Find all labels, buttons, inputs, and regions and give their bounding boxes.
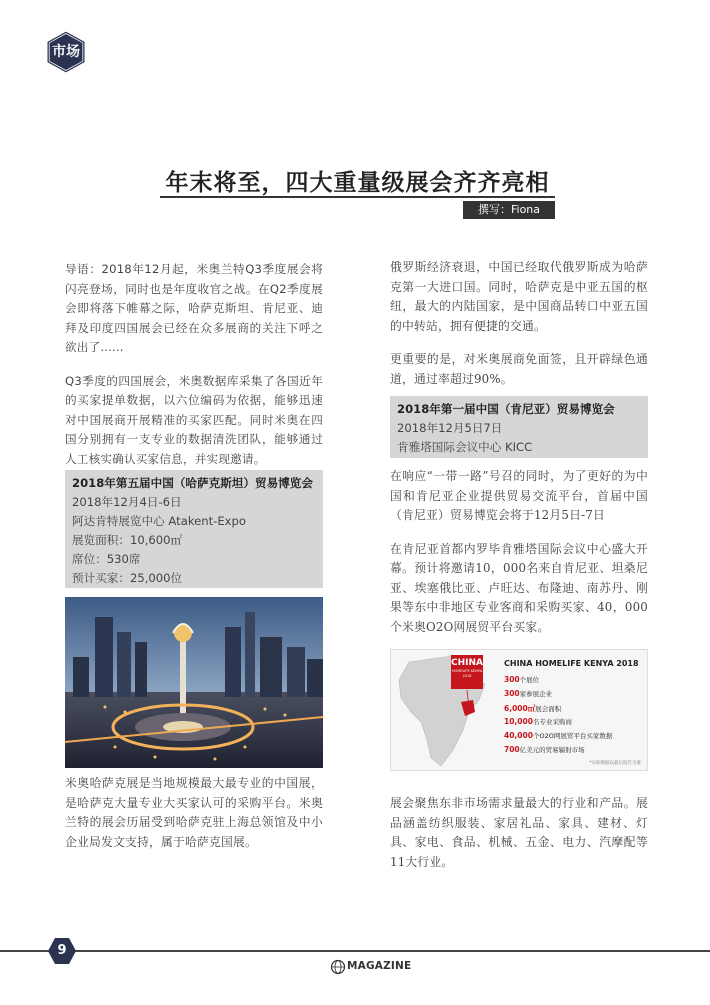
kazakhstan-expo-buyers: 预计买家：25,000位 [72,571,183,585]
graphic-title: CHINA HOMELIFE KENYA 2018 [504,659,639,668]
data-paragraph: Q3季度的四国展会，米奥数据库采集了各国近年的买家提单数据，以六位编码为依据，能够迅速对中国展商开展精准的买家匹配。同时米奥在四国分别拥有一支专业的数据清洗团队，能够通过人工核实确认买家信息，并实现邀请。 [65,373,323,466]
visa-paragraph: 更重要的是，对米奥展商免面签，且开辟绿色通道，通过率超过90%。 [390,352,648,386]
stat-trade-market-text: 亿美元的贸易辐射市场 [519,746,585,754]
stat-area-text: 展会面积 [535,705,562,713]
stat-booths [504,675,539,684]
magazine-globe-icon [330,957,346,975]
kazakhstan-expo-booths: 席位：530席 [72,552,141,566]
kenya-expo-box [390,396,648,458]
right-column-top [390,258,648,403]
stat-area-num: 6,000㎡ [504,704,536,713]
kenya-expo-date: 2018年12月5日7日 [397,421,503,435]
title-underline [160,196,555,198]
article-title: 年末将至，四大重量级展会齐齐亮相 [165,170,550,196]
right-column-bottom [390,794,648,886]
stat-o2o-buyers-num: 40,000 [504,731,533,740]
stat-purchasers-num: 10,000 [504,717,533,726]
page-number: 9 [57,943,67,958]
stat-exhibitors-num: 300 [504,689,520,698]
stat-booths-num: 300 [504,675,520,684]
kazakhstan-caption [65,774,323,866]
kenya-expo-graphic [390,649,648,771]
china-homelife-logo [451,655,483,689]
kazakhstan-caption-text: 米奥哈萨克展是当地规模最大最专业的中国展，是哈萨克大量专业大买家认可的采购平台。米奥兰特的展会历届受到哈萨克驻上海总领馆及中小企业局发文支持，属于哈萨克国展。 [65,776,323,849]
stat-area [504,703,561,714]
stat-exhibitors [504,689,552,698]
author-tag: 撰写：Fiona [463,201,555,219]
footer-rule [0,950,710,952]
kazakhstan-expo-date: 2018年12月4日-6日 [72,495,182,509]
logo-main-text: CHINA [451,658,483,668]
stat-purchasers [504,717,572,726]
intro-paragraph: 导语：2018年12月起，米奥兰特Q3季度展会将闪亮登场，同时也是年度收官之战。在Q2季度展会即将落下帷幕之际，哈萨克斯坦、肯尼亚、迪拜及印度四国展会已经在众多展商的关注下呼之欲出了...... [65,262,323,354]
magazine-wordmark: MAGAZINE [347,960,412,972]
belt-road-paragraph: 在响应“一带一路”号召的同时，为了更好的为中国和肯尼亚企业提供贸易交流平台，首届中国（肯尼亚）贸易博览会将于12月5日-7日 [390,469,648,522]
kazakhstan-expo-venue: 阿达肯特展览中心 Atakent-Expo [72,514,246,528]
kazakhstan-expo-heading: 2018年第五届中国（哈萨克斯坦）贸易博览会 [72,476,313,490]
kazakhstan-expo-area: 展览面积：10,600㎡ [72,533,183,547]
astana-city-photo [65,597,323,768]
stat-booths-text: 个展位 [519,676,540,684]
section-badge-label: 市场 [52,44,80,60]
kazakhstan-economy-paragraph: 俄罗斯经济衰退，中国已经取代俄罗斯成为哈萨克第一大进口国。同时，哈萨克是中亚五国的枢纽，最大的内陆国家，是中国商品转口中亚五国的中转站，拥有便捷的交通。 [390,260,648,333]
stat-trade-market-num: 700 [504,745,520,754]
industries-paragraph: 展会聚焦东非市场需求量最大的行业和产品。展品涵盖纺织服装、家居礼品、家具、建材、灯具、家电、食品、机械、五金、电力、汽摩配等11大行业。 [390,796,648,869]
nairobi-paragraph: 在肯尼亚首都内罗毕肯雅塔国际会议中心盛大开幕。预计将邀请10，000名来自肯尼亚、坦桑尼亚、埃塞俄比亚、卢旺达、布隆迪、南苏丹、刚果等东中非地区专业客商和采购买家、40，000个米奥O2O网展贸平台买家。 [390,541,648,634]
stat-purchasers-text: 名专业采购商 [532,718,572,726]
stat-trade-market [504,745,585,754]
kazakhstan-expo-box [65,470,323,588]
graphic-footnote: *实际数据以最后报告为准 [589,761,641,766]
left-column-intro [65,260,323,483]
stat-o2o-buyers [504,731,612,740]
stat-exhibitors-text: 家参展企业 [519,690,553,698]
stat-o2o-buyers-text: 个O2O网展贸平台买家数据 [532,732,613,740]
kenya-expo-venue: 肯雅塔国际会议中心 KICC [397,440,533,454]
kenya-expo-heading: 2018年第一届中国（肯尼亚）贸易博览会 [397,402,615,416]
right-column-middle [390,467,648,651]
logo-sub-text: HOMELIFE KENYA 2018 [451,669,483,678]
